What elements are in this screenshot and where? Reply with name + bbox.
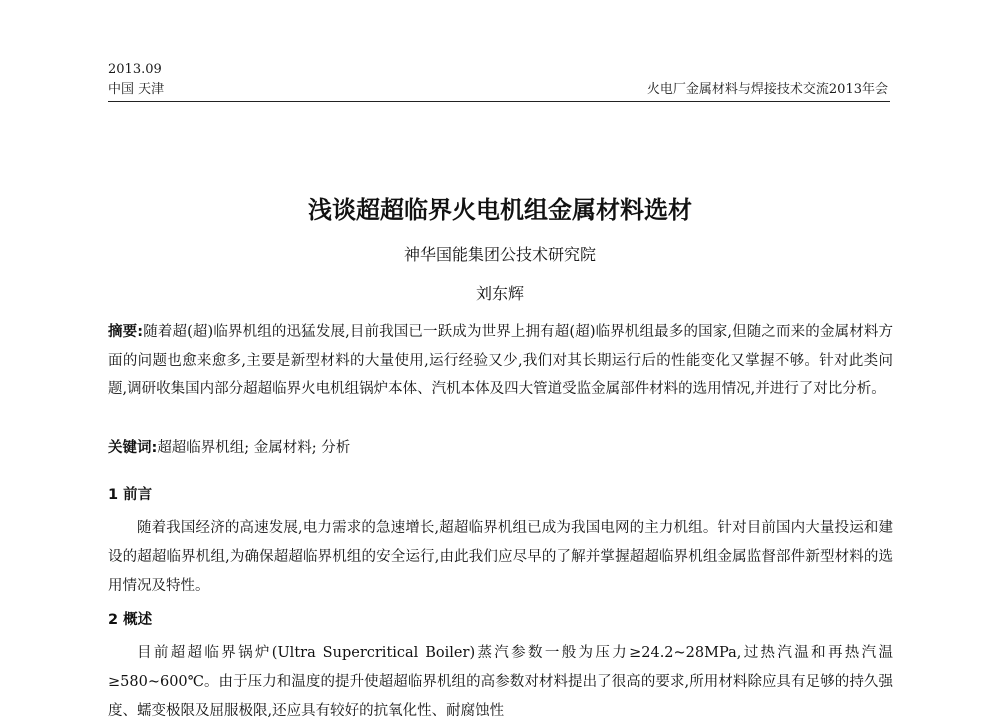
section-heading-overview: 2 概述 (108, 612, 153, 628)
section-paragraph-introduction: 随着我国经济的高速发展,电力需求的急速增长,超超临界机组已成为我国电网的主力机组。针对目前国内大量投运和建设的超超临界机组,为确保超超临界机组的安全运行,由此我们应尽早的了解并掌握超超临界机组金属监督部件新型材料的选用情况及特性。 (108, 520, 893, 594)
header-conference: 火电厂金属材料与焊接技术交流2013年会 (646, 82, 888, 97)
section-heading-introduction: 1 前言 (108, 487, 153, 503)
keywords-label: 关键词: (108, 440, 158, 456)
author-affiliation: 神华国能集团公技术研究院 (403, 245, 596, 264)
abstract-text: 随着超(超)临界机组的迅猛发展,目前我国已一跃成为世界上拥有超(超)临界机组最多的国家,但随之而来的金属材料方面的问题也愈来愈多,主要是新型材料的大量使用,运行经验又少,我们对其长期运行后的性能变化又掌握不够。针对此类问题,调研收集国内部分超超临界火电机组锅炉本体、汽机本体及四大管道受监金属部件材料的选用情况,并进行了对比分析。 (108, 324, 893, 397)
header-date: 2013.09 (108, 62, 162, 77)
header-location: 中国 天津 (108, 82, 165, 97)
section-paragraph-overview: 目前超超临界锅炉(Ultra Supercritical Boiler)蒸汽参数一般为压力≥24.2~28MPa,过热汽温和再热汽温≥580~600℃。由于压力和温度的提升使超超临界机组的高参数对材料提出了很高的要求,所用材料除应具有足够的持久强度、蠕变极限及屈服极限,还应具有较好的抗氧化性、耐腐蚀性 (108, 645, 893, 719)
keywords-text: 超超临界机组; 金属材料; 分析 (157, 440, 351, 456)
abstract-label: 摘要: (108, 324, 144, 340)
abstract (108, 318, 893, 404)
keywords (108, 436, 893, 460)
author-name: 刘东辉 (475, 284, 524, 303)
running-header-left (108, 60, 164, 100)
header-divider (108, 101, 890, 102)
paper-title: 浅谈超超临界火电机组金属材料选材 (308, 196, 692, 224)
